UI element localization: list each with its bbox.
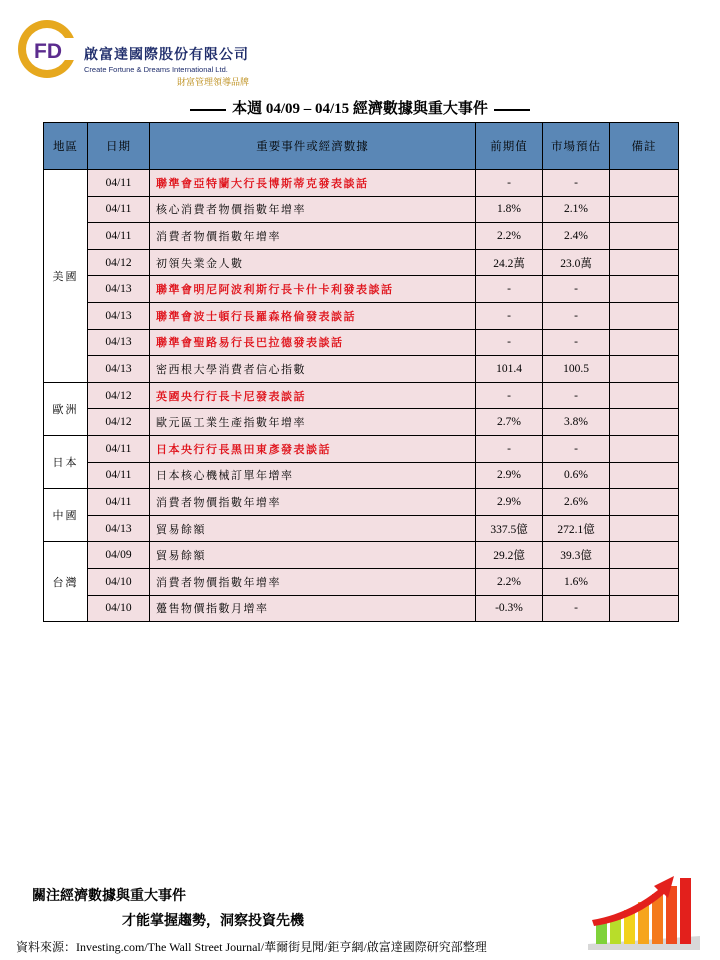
- data-source: 資料來源：Investing.com/The Wall Street Journal/華爾街見聞/鉅亨網/啟富達國際研究部整理: [16, 940, 487, 954]
- event-cell: 消費者物價指數年增率: [150, 223, 476, 250]
- date-cell: 04/13: [88, 515, 150, 542]
- event-cell: 初領失業金人數: [150, 249, 476, 276]
- date-cell: 04/11: [88, 223, 150, 250]
- date-cell: 04/11: [88, 435, 150, 462]
- table-row: [44, 595, 679, 622]
- header-note: 備註: [610, 123, 679, 170]
- previous-value-cell: 24.2萬: [476, 249, 543, 276]
- previous-value-cell: -: [476, 329, 543, 356]
- note-cell: [610, 276, 679, 303]
- previous-value-cell: 2.7%: [476, 409, 543, 436]
- note-cell: [610, 515, 679, 542]
- table-row: [44, 329, 679, 356]
- event-cell: 日本央行行長黑田東彥發表談話: [150, 435, 476, 462]
- table-row: [44, 276, 679, 303]
- event-cell: 聯準會亞特蘭大行長博斯蒂克發表談話: [150, 170, 476, 197]
- table-row: [44, 249, 679, 276]
- previous-value-cell: 29.2億: [476, 542, 543, 569]
- previous-value-cell: 2.2%: [476, 223, 543, 250]
- date-cell: 04/10: [88, 568, 150, 595]
- table-row: [44, 170, 679, 197]
- note-cell: [610, 462, 679, 489]
- forecast-value-cell: 3.8%: [543, 409, 610, 436]
- event-cell: 英國央行行長卡尼發表談話: [150, 382, 476, 409]
- table-row: [44, 302, 679, 329]
- note-cell: [610, 196, 679, 223]
- note-cell: [610, 329, 679, 356]
- forecast-value-cell: 272.1億: [543, 515, 610, 542]
- previous-value-cell: -: [476, 435, 543, 462]
- header-date: 日期: [88, 123, 150, 170]
- forecast-value-cell: 2.6%: [543, 489, 610, 516]
- date-cell: 04/11: [88, 170, 150, 197]
- logo-letters: FD: [34, 40, 62, 63]
- footer-tagline-2: 才能掌握趨勢，洞察投資先機: [122, 913, 304, 929]
- company-logo: [16, 18, 78, 80]
- note-cell: [610, 249, 679, 276]
- economic-calendar-table: [43, 122, 679, 622]
- company-block: [84, 44, 249, 88]
- previous-value-cell: 2.9%: [476, 489, 543, 516]
- header-forecast: 市場預估: [543, 123, 610, 170]
- header-previous: 前期值: [476, 123, 543, 170]
- region-cell: 日本: [44, 435, 88, 488]
- date-cell: 04/11: [88, 489, 150, 516]
- previous-value-cell: 337.5億: [476, 515, 543, 542]
- forecast-value-cell: -: [543, 170, 610, 197]
- forecast-value-cell: 39.3億: [543, 542, 610, 569]
- event-cell: 密西根大學消費者信心指數: [150, 356, 476, 383]
- previous-value-cell: 1.8%: [476, 196, 543, 223]
- previous-value-cell: 2.9%: [476, 462, 543, 489]
- company-slogan: 財富管理領導品牌: [176, 78, 249, 88]
- table-row: [44, 382, 679, 409]
- note-cell: [610, 382, 679, 409]
- forecast-value-cell: -: [543, 276, 610, 303]
- date-cell: 04/09: [88, 542, 150, 569]
- date-cell: 04/12: [88, 249, 150, 276]
- note-cell: [610, 302, 679, 329]
- date-cell: 04/11: [88, 462, 150, 489]
- event-cell: 消費者物價指數年增率: [150, 489, 476, 516]
- forecast-value-cell: 0.6%: [543, 462, 610, 489]
- forecast-value-cell: 1.6%: [543, 568, 610, 595]
- report-title: 本週 04/09 – 04/15 經濟數據與重大事件: [232, 101, 488, 117]
- table-row: [44, 223, 679, 250]
- event-cell: 日本核心機械訂單年增率: [150, 462, 476, 489]
- date-cell: 04/13: [88, 302, 150, 329]
- table-row: [44, 409, 679, 436]
- forecast-value-cell: -: [543, 595, 610, 622]
- forecast-value-cell: 100.5: [543, 356, 610, 383]
- forecast-value-cell: -: [543, 382, 610, 409]
- note-cell: [610, 223, 679, 250]
- note-cell: [610, 542, 679, 569]
- report-title-bar: [0, 97, 720, 118]
- date-cell: 04/13: [88, 329, 150, 356]
- note-cell: [610, 435, 679, 462]
- forecast-value-cell: 23.0萬: [543, 249, 610, 276]
- table-header-row: [44, 123, 679, 170]
- event-cell: 聯準會聖路易行長巴拉德發表談話: [150, 329, 476, 356]
- title-dash-right: [494, 109, 530, 111]
- table-row: [44, 462, 679, 489]
- date-cell: 04/12: [88, 409, 150, 436]
- previous-value-cell: 101.4: [476, 356, 543, 383]
- region-cell: 中國: [44, 489, 88, 542]
- date-cell: 04/12: [88, 382, 150, 409]
- footer-tagline-1: 關注經濟數據與重大事件: [32, 888, 186, 904]
- event-cell: 躉售物價指數月增率: [150, 595, 476, 622]
- company-name-en: Create Fortune & Dreams International Ltd.: [84, 65, 228, 74]
- event-cell: 貿易餘額: [150, 542, 476, 569]
- table-row: [44, 489, 679, 516]
- table-row: [44, 435, 679, 462]
- forecast-value-cell: -: [543, 302, 610, 329]
- forecast-value-cell: -: [543, 329, 610, 356]
- event-cell: 消費者物價指數年增率: [150, 568, 476, 595]
- note-cell: [610, 489, 679, 516]
- date-cell: 04/13: [88, 276, 150, 303]
- note-cell: [610, 568, 679, 595]
- growth-chart-icon: [588, 864, 700, 950]
- date-cell: 04/11: [88, 196, 150, 223]
- previous-value-cell: -: [476, 382, 543, 409]
- forecast-value-cell: 2.4%: [543, 223, 610, 250]
- company-name-zh: 啟富達國際股份有限公司: [84, 47, 249, 63]
- region-cell: 美國: [44, 170, 88, 383]
- date-cell: 04/13: [88, 356, 150, 383]
- header-event: 重要事件或經濟數據: [150, 123, 476, 170]
- table-body: [44, 170, 679, 622]
- note-cell: [610, 595, 679, 622]
- table-row: [44, 356, 679, 383]
- note-cell: [610, 409, 679, 436]
- previous-value-cell: -: [476, 170, 543, 197]
- previous-value-cell: 2.2%: [476, 568, 543, 595]
- table-row: [44, 568, 679, 595]
- region-cell: 歐洲: [44, 382, 88, 435]
- table-row: [44, 515, 679, 542]
- event-cell: 歐元區工業生產指數年增率: [150, 409, 476, 436]
- date-cell: 04/10: [88, 595, 150, 622]
- previous-value-cell: -: [476, 302, 543, 329]
- forecast-value-cell: -: [543, 435, 610, 462]
- title-dash-left: [190, 109, 226, 111]
- event-cell: 貿易餘額: [150, 515, 476, 542]
- region-cell: 台灣: [44, 542, 88, 622]
- table-row: [44, 542, 679, 569]
- note-cell: [610, 356, 679, 383]
- note-cell: [610, 170, 679, 197]
- table-row: [44, 196, 679, 223]
- forecast-value-cell: 2.1%: [543, 196, 610, 223]
- previous-value-cell: -0.3%: [476, 595, 543, 622]
- event-cell: 聯準會明尼阿波利斯行長卡什卡利發表談話: [150, 276, 476, 303]
- previous-value-cell: -: [476, 276, 543, 303]
- event-cell: 聯準會波士頓行長羅森格倫發表談話: [150, 302, 476, 329]
- header-region: 地區: [44, 123, 88, 170]
- event-cell: 核心消費者物價指數年增率: [150, 196, 476, 223]
